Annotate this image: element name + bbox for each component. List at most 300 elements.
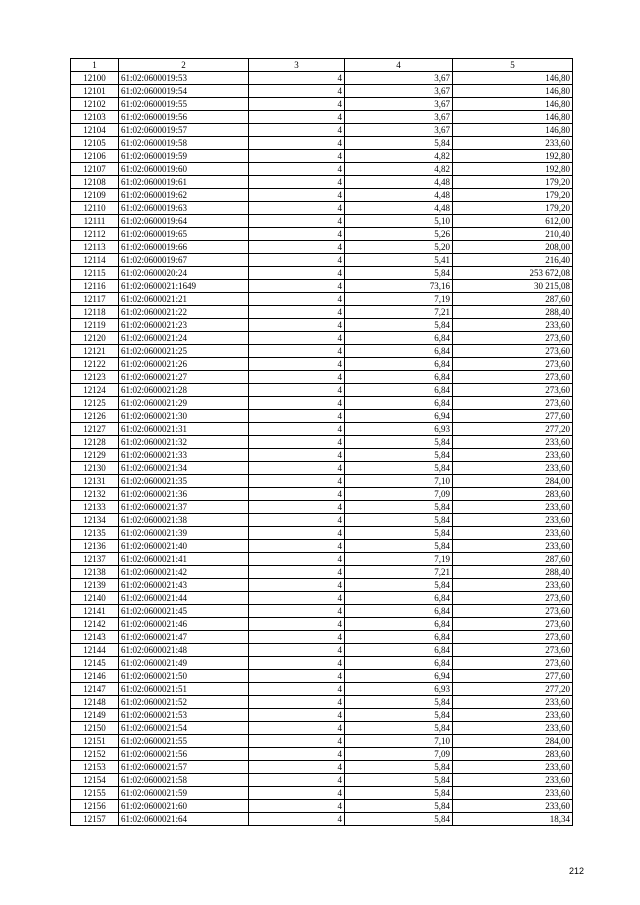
table-cell-col-2: 61:02:0600019:57: [119, 124, 249, 137]
table-cell-col-3: 4: [249, 683, 345, 696]
table-cell-col-1: 12125: [71, 397, 119, 410]
table-cell-col-4: 5,84: [345, 761, 453, 774]
table-cell-col-4: 4,48: [345, 176, 453, 189]
table-cell-col-3: 4: [249, 527, 345, 540]
table-cell-col-1: 12123: [71, 371, 119, 384]
table-cell-col-1: 12107: [71, 163, 119, 176]
table-cell-col-4: 3,67: [345, 98, 453, 111]
table-row: [71, 202, 573, 215]
table-row: [71, 358, 573, 371]
table-cell-col-1: 12119: [71, 319, 119, 332]
table-cell-col-5: 233,60: [453, 774, 573, 787]
table-cell-col-4: 5,84: [345, 501, 453, 514]
table-cell-col-2: 61:02:0600019:58: [119, 137, 249, 150]
table-cell-col-4: 7,21: [345, 306, 453, 319]
table-cell-col-2: 61:02:0600019:65: [119, 228, 249, 241]
table-cell-col-4: 5,84: [345, 579, 453, 592]
table-cell-col-1: 12116: [71, 280, 119, 293]
table-row: [71, 787, 573, 800]
table-row: [71, 85, 573, 98]
table-cell-col-5: 273,60: [453, 384, 573, 397]
table-cell-col-5: 287,60: [453, 553, 573, 566]
table-cell-col-3: 4: [249, 332, 345, 345]
table-cell-col-1: 12139: [71, 579, 119, 592]
table-cell-col-2: 61:02:0600019:60: [119, 163, 249, 176]
table-row: [71, 449, 573, 462]
table-cell-col-5: 233,60: [453, 319, 573, 332]
table-cell-col-1: 12128: [71, 436, 119, 449]
table-cell-col-4: 5,84: [345, 137, 453, 150]
table-cell-col-3: 4: [249, 540, 345, 553]
table-row: [71, 553, 573, 566]
table-cell-col-5: 233,60: [453, 722, 573, 735]
table-cell-col-4: 6,84: [345, 371, 453, 384]
table-cell-col-3: 4: [249, 98, 345, 111]
table-row: [71, 111, 573, 124]
table-row: [71, 709, 573, 722]
table-cell-col-2: 61:02:0600021:47: [119, 631, 249, 644]
table-cell-col-1: 12134: [71, 514, 119, 527]
table-cell-col-2: 61:02:0600021:51: [119, 683, 249, 696]
table-cell-col-2: 61:02:0600019:63: [119, 202, 249, 215]
table-cell-col-5: 146,80: [453, 72, 573, 85]
table-cell-col-1: 12121: [71, 345, 119, 358]
table-cell-col-5: 146,80: [453, 111, 573, 124]
table-cell-col-5: 233,60: [453, 761, 573, 774]
table-cell-col-5: 233,60: [453, 527, 573, 540]
table-cell-col-4: 73,16: [345, 280, 453, 293]
table-cell-col-4: 6,93: [345, 423, 453, 436]
table-row: [71, 488, 573, 501]
table-cell-col-4: 5,84: [345, 800, 453, 813]
table-cell-col-4: 6,84: [345, 657, 453, 670]
table-cell-col-1: 12110: [71, 202, 119, 215]
table-cell-col-1: 12156: [71, 800, 119, 813]
table-cell-col-2: 61:02:0600021:23: [119, 319, 249, 332]
table-cell-col-4: 5,84: [345, 696, 453, 709]
table-cell-col-5: 233,60: [453, 800, 573, 813]
table-row: [71, 150, 573, 163]
table-row: [71, 345, 573, 358]
table-cell-col-2: 61:02:0600021:21: [119, 293, 249, 306]
table-cell-col-5: 273,60: [453, 605, 573, 618]
table-cell-col-3: 4: [249, 124, 345, 137]
table-cell-col-2: 61:02:0600021:54: [119, 722, 249, 735]
table-cell-col-5: 612,00: [453, 215, 573, 228]
table-cell-col-2: 61:02:0600021:60: [119, 800, 249, 813]
table-cell-col-1: 12113: [71, 241, 119, 254]
table-cell-col-4: 6,84: [345, 618, 453, 631]
table-cell-col-5: 273,60: [453, 332, 573, 345]
table-cell-col-3: 4: [249, 280, 345, 293]
table-cell-col-2: 61:02:0600021:43: [119, 579, 249, 592]
table-cell-col-3: 4: [249, 449, 345, 462]
table-cell-col-3: 4: [249, 514, 345, 527]
table-cell-col-3: 4: [249, 787, 345, 800]
table-cell-col-2: 61:02:0600021:28: [119, 384, 249, 397]
table-cell-col-5: 284,00: [453, 735, 573, 748]
table-row: [71, 280, 573, 293]
table-cell-col-4: 6,84: [345, 332, 453, 345]
table-cell-col-4: 7,19: [345, 293, 453, 306]
table-cell-col-4: 5,84: [345, 540, 453, 553]
table-cell-col-2: 61:02:0600021:57: [119, 761, 249, 774]
table-cell-col-3: 4: [249, 72, 345, 85]
table-cell-col-1: 12141: [71, 605, 119, 618]
table-cell-col-2: 61:02:0600021:56: [119, 748, 249, 761]
table-cell-col-2: 61:02:0600021:38: [119, 514, 249, 527]
table-cell-col-2: 61:02:0600021:41: [119, 553, 249, 566]
table-cell-col-1: 12151: [71, 735, 119, 748]
table-cell-col-5: 288,40: [453, 306, 573, 319]
table-cell-col-5: 233,60: [453, 137, 573, 150]
table-row: [71, 618, 573, 631]
table-row: [71, 644, 573, 657]
table-cell-col-3: 4: [249, 774, 345, 787]
table-cell-col-3: 4: [249, 267, 345, 280]
table-cell-col-3: 4: [249, 475, 345, 488]
table-cell-col-3: 4: [249, 345, 345, 358]
table-cell-col-5: 253 672,08: [453, 267, 573, 280]
table-cell-col-2: 61:02:0600021:32: [119, 436, 249, 449]
table-row: [71, 657, 573, 670]
table-cell-col-1: 12118: [71, 306, 119, 319]
table-row: [71, 527, 573, 540]
table-row: [71, 514, 573, 527]
table-cell-col-3: 4: [249, 462, 345, 475]
table-cell-col-3: 4: [249, 293, 345, 306]
table-cell-col-3: 4: [249, 202, 345, 215]
table-cell-col-2: 61:02:0600019:55: [119, 98, 249, 111]
table-cell-col-3: 4: [249, 670, 345, 683]
table-cell-col-1: 12152: [71, 748, 119, 761]
table-row: [71, 241, 573, 254]
table-cell-col-1: 12101: [71, 85, 119, 98]
table-row: [71, 566, 573, 579]
table-cell-col-1: 12122: [71, 358, 119, 371]
table-cell-col-4: 5,84: [345, 436, 453, 449]
table-cell-col-3: 4: [249, 618, 345, 631]
table-cell-col-1: 12131: [71, 475, 119, 488]
table-cell-col-2: 61:02:0600021:35: [119, 475, 249, 488]
table-cell-col-3: 4: [249, 761, 345, 774]
table-cell-col-3: 4: [249, 306, 345, 319]
table-cell-col-4: 6,84: [345, 631, 453, 644]
table-cell-col-3: 4: [249, 631, 345, 644]
table-cell-col-5: 30 215,08: [453, 280, 573, 293]
table-cell-col-1: 12145: [71, 657, 119, 670]
table-row: [71, 735, 573, 748]
table-row: [71, 98, 573, 111]
table-cell-col-5: 216,40: [453, 254, 573, 267]
table-cell-col-1: 12124: [71, 384, 119, 397]
table-row: [71, 501, 573, 514]
table-cell-col-3: 4: [249, 748, 345, 761]
table-cell-col-3: 4: [249, 85, 345, 98]
table-header-row: [71, 59, 573, 72]
table-cell-col-4: 5,84: [345, 514, 453, 527]
table-cell-col-2: 61:02:0600019:53: [119, 72, 249, 85]
table-cell-col-3: 4: [249, 371, 345, 384]
table-cell-col-2: 61:02:0600021:24: [119, 332, 249, 345]
table-row: [71, 397, 573, 410]
table-cell-col-1: 12130: [71, 462, 119, 475]
table-cell-col-5: 179,20: [453, 176, 573, 189]
table-cell-col-2: 61:02:0600021:58: [119, 774, 249, 787]
table-cell-col-4: 5,84: [345, 787, 453, 800]
table-cell-col-1: 12143: [71, 631, 119, 644]
table-cell-col-2: 61:02:0600021:29: [119, 397, 249, 410]
table-row: [71, 800, 573, 813]
table-cell-col-1: 12105: [71, 137, 119, 150]
table-cell-col-3: 4: [249, 254, 345, 267]
table-cell-col-3: 4: [249, 137, 345, 150]
table-row: [71, 124, 573, 137]
table-cell-col-1: 12144: [71, 644, 119, 657]
table-cell-col-5: 288,40: [453, 566, 573, 579]
table-cell-col-4: 5,20: [345, 241, 453, 254]
table-cell-col-1: 12106: [71, 150, 119, 163]
table-cell-col-4: 6,94: [345, 670, 453, 683]
table-cell-col-2: 61:02:0600020:24: [119, 267, 249, 280]
table-cell-col-3: 4: [249, 384, 345, 397]
table-cell-col-2: 61:02:0600021:50: [119, 670, 249, 683]
table-cell-col-5: 18,34: [453, 813, 573, 826]
table-cell-col-1: 12102: [71, 98, 119, 111]
table-row: [71, 371, 573, 384]
table-cell-col-4: 7,21: [345, 566, 453, 579]
table-cell-col-1: 12135: [71, 527, 119, 540]
table-cell-col-3: 4: [249, 215, 345, 228]
table-cell-col-4: 7,19: [345, 553, 453, 566]
table-cell-col-4: 5,84: [345, 722, 453, 735]
table-row: [71, 813, 573, 826]
table-cell-col-2: 61:02:0600021:52: [119, 696, 249, 709]
table-cell-col-1: 12153: [71, 761, 119, 774]
table-row: [71, 774, 573, 787]
table-cell-col-1: 12138: [71, 566, 119, 579]
table-row: [71, 605, 573, 618]
table-cell-col-5: 273,60: [453, 397, 573, 410]
table-cell-col-5: 233,60: [453, 514, 573, 527]
table-cell-col-1: 12129: [71, 449, 119, 462]
table-cell-col-5: 146,80: [453, 85, 573, 98]
table-cell-col-1: 12126: [71, 410, 119, 423]
table-row: [71, 72, 573, 85]
table-cell-col-5: 233,60: [453, 501, 573, 514]
table-cell-col-4: 7,09: [345, 748, 453, 761]
table-cell-col-4: 5,84: [345, 813, 453, 826]
table-cell-col-5: 283,60: [453, 488, 573, 501]
table-cell-col-4: 5,84: [345, 319, 453, 332]
table-cell-col-4: 6,93: [345, 683, 453, 696]
table-cell-col-1: 12150: [71, 722, 119, 735]
table-cell-col-4: 6,84: [345, 397, 453, 410]
table-cell-col-2: 61:02:0600021:27: [119, 371, 249, 384]
table-cell-col-4: 6,94: [345, 410, 453, 423]
table-cell-col-5: 273,60: [453, 657, 573, 670]
table-cell-col-2: 61:02:0600019:66: [119, 241, 249, 254]
table-row: [71, 761, 573, 774]
table-cell-col-5: 233,60: [453, 696, 573, 709]
table-cell-col-2: 61:02:0600019:59: [119, 150, 249, 163]
table-cell-col-4: 3,67: [345, 111, 453, 124]
table-cell-col-4: 7,10: [345, 735, 453, 748]
table-row: [71, 670, 573, 683]
table-cell-col-4: 5,84: [345, 709, 453, 722]
table-cell-col-5: 146,80: [453, 98, 573, 111]
table-cell-col-3: 4: [249, 657, 345, 670]
table-cell-col-5: 208,00: [453, 241, 573, 254]
table-cell-col-3: 4: [249, 319, 345, 332]
table-cell-col-2: 61:02:0600021:64: [119, 813, 249, 826]
table-cell-col-5: 273,60: [453, 618, 573, 631]
table-cell-col-2: 61:02:0600021:53: [119, 709, 249, 722]
table-cell-col-1: 12103: [71, 111, 119, 124]
table-cell-col-2: 61:02:0600019:67: [119, 254, 249, 267]
table-cell-col-2: 61:02:0600021:25: [119, 345, 249, 358]
table-cell-col-1: 12117: [71, 293, 119, 306]
page-number: 212: [568, 866, 584, 876]
table-cell-col-1: 12132: [71, 488, 119, 501]
table-cell-col-4: 3,67: [345, 124, 453, 137]
table-cell-col-3: 4: [249, 176, 345, 189]
table-cell-col-2: 61:02:0600021:40: [119, 540, 249, 553]
table-cell-col-1: 12148: [71, 696, 119, 709]
table-row: [71, 722, 573, 735]
table-cell-col-3: 4: [249, 150, 345, 163]
table-cell-col-4: 5,84: [345, 267, 453, 280]
table-cell-col-1: 12109: [71, 189, 119, 202]
table-cell-col-5: 233,60: [453, 709, 573, 722]
table-cell-col-3: 4: [249, 605, 345, 618]
table-cell-col-1: 12114: [71, 254, 119, 267]
table-cell-col-3: 4: [249, 436, 345, 449]
table-row: [71, 462, 573, 475]
table-row: [71, 592, 573, 605]
table-cell-col-5: 273,60: [453, 592, 573, 605]
table-cell-col-3: 4: [249, 163, 345, 176]
table-cell-col-1: 12154: [71, 774, 119, 787]
table-cell-col-1: 12127: [71, 423, 119, 436]
table-cell-col-2: 61:02:0600021:31: [119, 423, 249, 436]
table-cell-col-4: 6,84: [345, 358, 453, 371]
table-cell-col-5: 273,60: [453, 345, 573, 358]
table-cell-col-1: 12133: [71, 501, 119, 514]
table-cell-col-4: 5,26: [345, 228, 453, 241]
table-cell-col-3: 4: [249, 566, 345, 579]
table-cell-col-4: 5,41: [345, 254, 453, 267]
table-cell-col-5: 192,80: [453, 163, 573, 176]
table-cell-col-4: 6,84: [345, 345, 453, 358]
table-cell-col-3: 4: [249, 644, 345, 657]
table-cell-col-4: 6,84: [345, 384, 453, 397]
table-cell-col-3: 4: [249, 553, 345, 566]
table-cell-col-1: 12115: [71, 267, 119, 280]
table-cell-col-1: 12100: [71, 72, 119, 85]
table-row: [71, 332, 573, 345]
table-cell-col-2: 61:02:0600021:48: [119, 644, 249, 657]
table-cell-col-5: 210,40: [453, 228, 573, 241]
table-cell-col-5: 233,60: [453, 540, 573, 553]
table-cell-col-5: 277,60: [453, 410, 573, 423]
table-cell-col-1: 12142: [71, 618, 119, 631]
table-cell-col-5: 273,60: [453, 631, 573, 644]
table-cell-col-2: 61:02:0600021:1649: [119, 280, 249, 293]
table-cell-col-3: 4: [249, 410, 345, 423]
table-cell-col-2: 61:02:0600019:62: [119, 189, 249, 202]
table-cell-col-2: 61:02:0600019:61: [119, 176, 249, 189]
table-cell-col-5: 287,60: [453, 293, 573, 306]
header-col-2: 2: [119, 59, 249, 72]
table-row: [71, 579, 573, 592]
table-cell-col-4: 4,82: [345, 150, 453, 163]
table-row: [71, 696, 573, 709]
table-cell-col-1: 12112: [71, 228, 119, 241]
table-cell-col-2: 61:02:0600021:33: [119, 449, 249, 462]
table-row: [71, 540, 573, 553]
table-row: [71, 410, 573, 423]
table-cell-col-3: 4: [249, 358, 345, 371]
table-cell-col-2: 61:02:0600021:30: [119, 410, 249, 423]
table-cell-col-2: 61:02:0600021:42: [119, 566, 249, 579]
table-cell-col-2: 61:02:0600021:26: [119, 358, 249, 371]
table-cell-col-4: 6,84: [345, 644, 453, 657]
table-row: [71, 176, 573, 189]
table-cell-col-3: 4: [249, 189, 345, 202]
table-cell-col-4: 6,84: [345, 592, 453, 605]
table-row: [71, 228, 573, 241]
table-cell-col-3: 4: [249, 111, 345, 124]
table-cell-col-3: 4: [249, 813, 345, 826]
table-cell-col-5: 273,60: [453, 644, 573, 657]
table-cell-col-4: 6,84: [345, 605, 453, 618]
table-cell-col-2: 61:02:0600021:44: [119, 592, 249, 605]
table-cell-col-1: 12147: [71, 683, 119, 696]
table-cell-col-5: 146,80: [453, 124, 573, 137]
table-row: [71, 384, 573, 397]
table-cell-col-3: 4: [249, 228, 345, 241]
table-cell-col-4: 3,67: [345, 85, 453, 98]
table-cell-col-1: 12111: [71, 215, 119, 228]
table-cell-col-3: 4: [249, 501, 345, 514]
table-cell-col-3: 4: [249, 696, 345, 709]
table-cell-col-4: 7,10: [345, 475, 453, 488]
table-cell-col-2: 61:02:0600021:55: [119, 735, 249, 748]
table-cell-col-1: 12155: [71, 787, 119, 800]
table-cell-col-4: 4,48: [345, 189, 453, 202]
table-cell-col-2: 61:02:0600021:22: [119, 306, 249, 319]
table-cell-col-2: 61:02:0600019:54: [119, 85, 249, 98]
table-cell-col-5: 233,60: [453, 449, 573, 462]
table-cell-col-3: 4: [249, 241, 345, 254]
table-cell-col-1: 12157: [71, 813, 119, 826]
table-row: [71, 215, 573, 228]
table-cell-col-4: 3,67: [345, 72, 453, 85]
table-cell-col-3: 4: [249, 397, 345, 410]
table-row: [71, 293, 573, 306]
table-row: [71, 631, 573, 644]
table-cell-col-1: 12146: [71, 670, 119, 683]
header-col-5: 5: [453, 59, 573, 72]
table-cell-col-5: 233,60: [453, 462, 573, 475]
table-cell-col-2: 61:02:0600019:56: [119, 111, 249, 124]
table-cell-col-3: 4: [249, 579, 345, 592]
table-cell-col-3: 4: [249, 709, 345, 722]
table-cell-col-5: 277,60: [453, 670, 573, 683]
table-cell-col-5: 277,20: [453, 423, 573, 436]
table-cell-col-3: 4: [249, 423, 345, 436]
